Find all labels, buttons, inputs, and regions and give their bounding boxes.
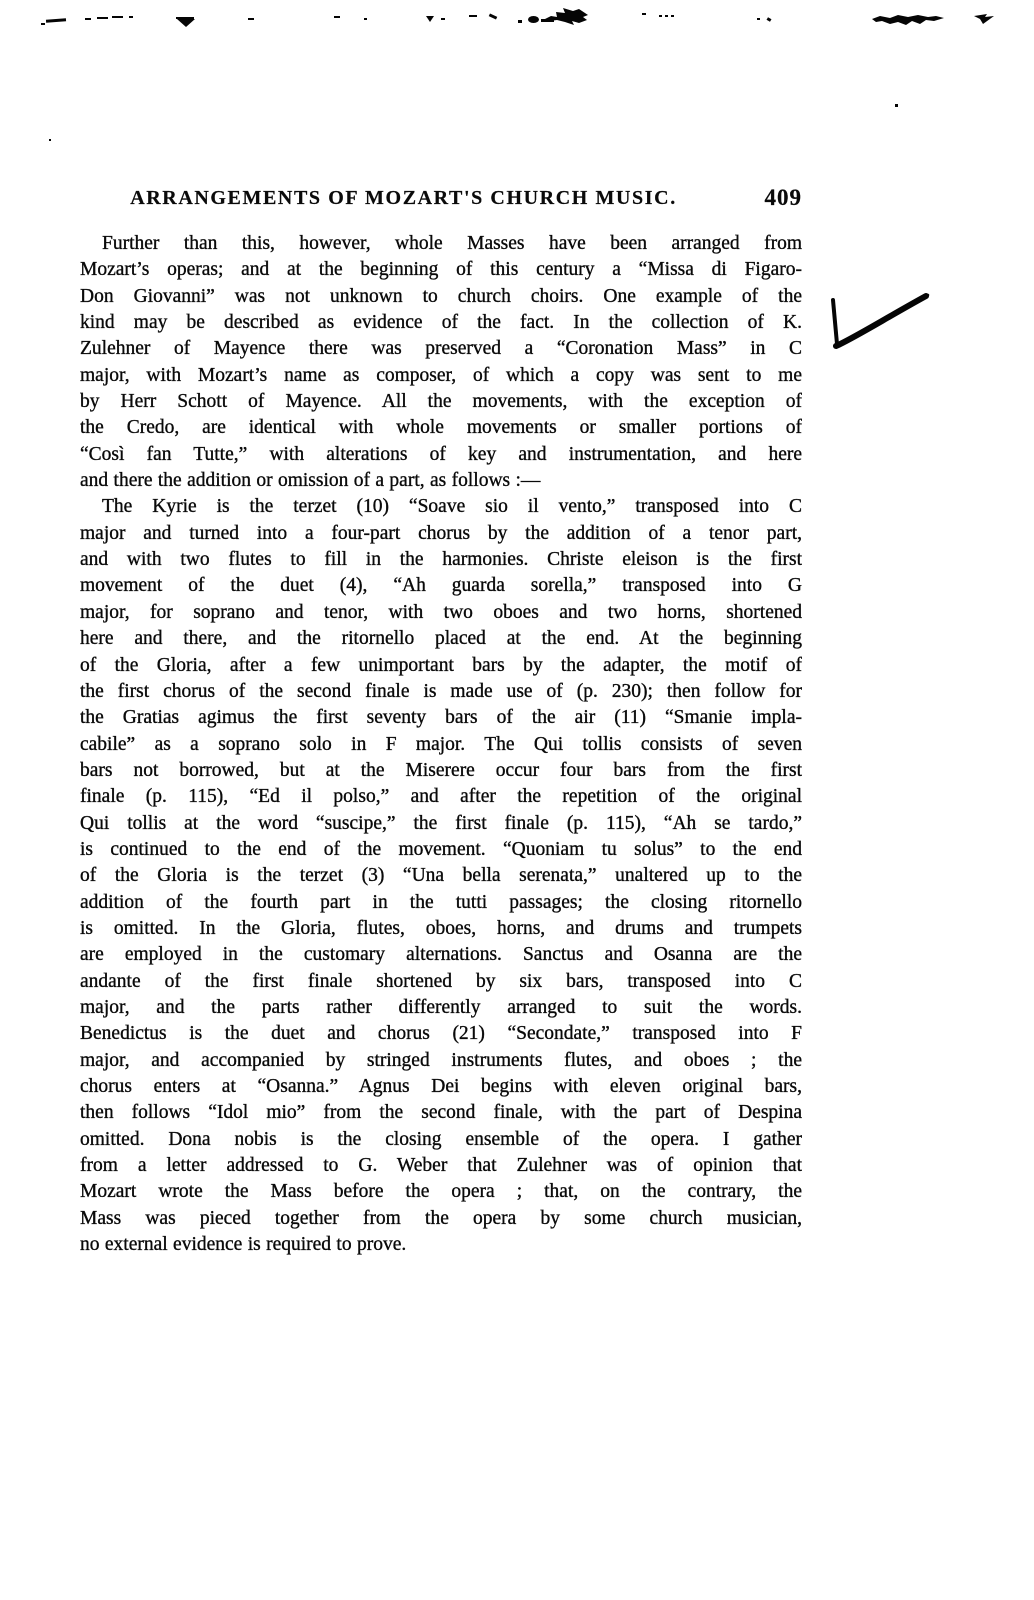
ink-mark xyxy=(85,18,91,20)
ink-mark xyxy=(489,13,498,19)
handwritten-checkmark-icon xyxy=(824,290,934,356)
ink-mark xyxy=(441,18,445,20)
ink-blob xyxy=(872,13,944,27)
text-line: of the Gloria, after a few unimportant bars by the adapter, the motif of xyxy=(80,654,802,676)
text-line: omitted. Dona nobis is the closing ensemble of the opera. I gather xyxy=(80,1128,802,1150)
text-line: Mozart’s operas; and at the beginning of this century a “Missa di Figaro- xyxy=(80,259,802,281)
stray-dot xyxy=(895,104,898,107)
text-line: addition of the fourth part in the tutti passages; the closing ritornello xyxy=(80,891,802,913)
text-line: Mass was pieced together from the opera by some church musician, xyxy=(80,1207,802,1229)
text-line: Further than this, however, whole Masses have been arranged from xyxy=(102,233,802,254)
text-line: no external evidence is required to prove. xyxy=(80,1234,407,1256)
text-line: finale (p. 115), “Ed il polso,” and after the repetition of the original xyxy=(80,786,802,808)
text-line: major, for soprano and tenor, with two oboes and two horns, shortened xyxy=(80,601,802,623)
ink-mark xyxy=(659,15,662,17)
text-line: and with two flutes to fill in the harmonies. Christe eleison is the first xyxy=(80,549,802,571)
text-line: the Credo, are identical with whole movements or smaller portions of xyxy=(80,417,802,439)
ink-mark xyxy=(757,18,760,20)
ink-mark xyxy=(671,15,674,17)
ink-mark xyxy=(426,16,434,22)
page-title: ARRANGEMENTS OF MOZART'S CHURCH MUSIC. xyxy=(130,187,677,209)
text-line: are employed in the customary alternations. Sanctus and Osanna are the xyxy=(80,944,802,966)
text-line: from a letter addressed to G. Weber that Zulehner was of opinion that xyxy=(80,1155,802,1177)
ink-mark xyxy=(518,20,522,23)
text-line: major, and the parts rather differently arranged to suit the words. xyxy=(80,996,802,1018)
text-line: The Kyrie is the terzet (10) “Soave sio il vento,” transposed into C xyxy=(102,496,802,518)
ink-mark xyxy=(177,19,195,27)
paragraph xyxy=(80,231,802,494)
text-line: by Herr Schott of Mayence. All the movements, with the exception of xyxy=(80,391,802,413)
ink-mark xyxy=(46,18,66,22)
ink-mark xyxy=(248,18,254,20)
text-line: Benedictus is the duet and chorus (21) “Secondate,” transposed into F xyxy=(80,1023,802,1045)
stray-dot xyxy=(49,139,51,141)
ink-mark xyxy=(334,16,340,18)
text-line: Don Giovanni” was not unknown to church choirs. One example of the xyxy=(80,285,802,307)
ink-mark xyxy=(528,16,539,23)
text-line: Qui tollis at the word “suscipe,” the first finale (p. 115), “Ah se tardo,” xyxy=(80,812,802,834)
text-line: is omitted. In the Gloria, flutes, oboes, horns, and drums and trumpets xyxy=(80,917,802,939)
text-line: Mozart wrote the Mass before the opera ; that, on the contrary, the xyxy=(80,1181,802,1203)
text-line: chorus enters at “Osanna.” Agnus Dei begins with eleven original bars, xyxy=(80,1076,802,1097)
ink-mark xyxy=(767,17,772,22)
text-block xyxy=(80,231,802,1258)
text-line: and there the addition or omission of a part, as follows :— xyxy=(80,470,541,492)
text-line: movement of the duet (4), “Ah guarda sorella,” transposed into G xyxy=(80,575,802,597)
text-line: cabile” as a soprano solo in F major. The Qui tollis consists of seven xyxy=(80,733,802,755)
ink-blob xyxy=(974,14,994,24)
ink-mark xyxy=(642,13,646,15)
text-line: here and there, and the ritornello placed at the end. At the beginning xyxy=(80,628,802,650)
ink-mark xyxy=(97,17,108,19)
page-header xyxy=(80,185,802,215)
text-line: major, with Mozart’s name as composer, of which a copy was sent to me xyxy=(80,364,802,386)
ink-mark xyxy=(129,16,133,18)
text-line: major, and accompanied by stringed instruments flutes, and oboes ; the xyxy=(80,1049,802,1071)
text-line: then follows “Idol mio” from the second finale, with the part of Despina xyxy=(80,1102,802,1124)
text-line: is continued to the end of the movement. “Quoniam tu solus” to the end xyxy=(80,838,802,860)
ink-mark xyxy=(41,23,45,25)
ink-mark xyxy=(364,18,367,20)
text-line: major and turned into a four-part chorus by the addition of a tenor part, xyxy=(80,522,802,544)
page-number: 409 xyxy=(764,185,802,210)
ink-mark xyxy=(665,15,668,17)
ink-mark xyxy=(112,16,123,18)
text-line: Zulehner of Mayence there was preserved a “Coronation Mass” in C xyxy=(80,338,802,360)
paragraph xyxy=(80,494,802,1258)
text-line: bars not borrowed, but at the Miserere occur four bars from the first xyxy=(80,759,802,781)
ink-mark xyxy=(469,15,477,17)
ink-blob xyxy=(543,6,589,26)
text-line: the first chorus of the second finale is made use of (p. 230); then follow for xyxy=(80,680,802,702)
text-line: the Gratias agimus the first seventy bars of the air (11) “Smanie impla- xyxy=(80,707,802,729)
text-line: kind may be described as evidence of the fact. In the collection of K. xyxy=(80,312,802,334)
text-line: andante of the first finale shortened by six bars, transposed into C xyxy=(80,970,802,992)
text-line: of the Gloria is the terzet (3) “Una bella serenata,” unaltered up to the xyxy=(80,865,802,887)
text-line: “Così fan Tutte,” with alterations of key and instrumentation, and here xyxy=(80,443,802,465)
